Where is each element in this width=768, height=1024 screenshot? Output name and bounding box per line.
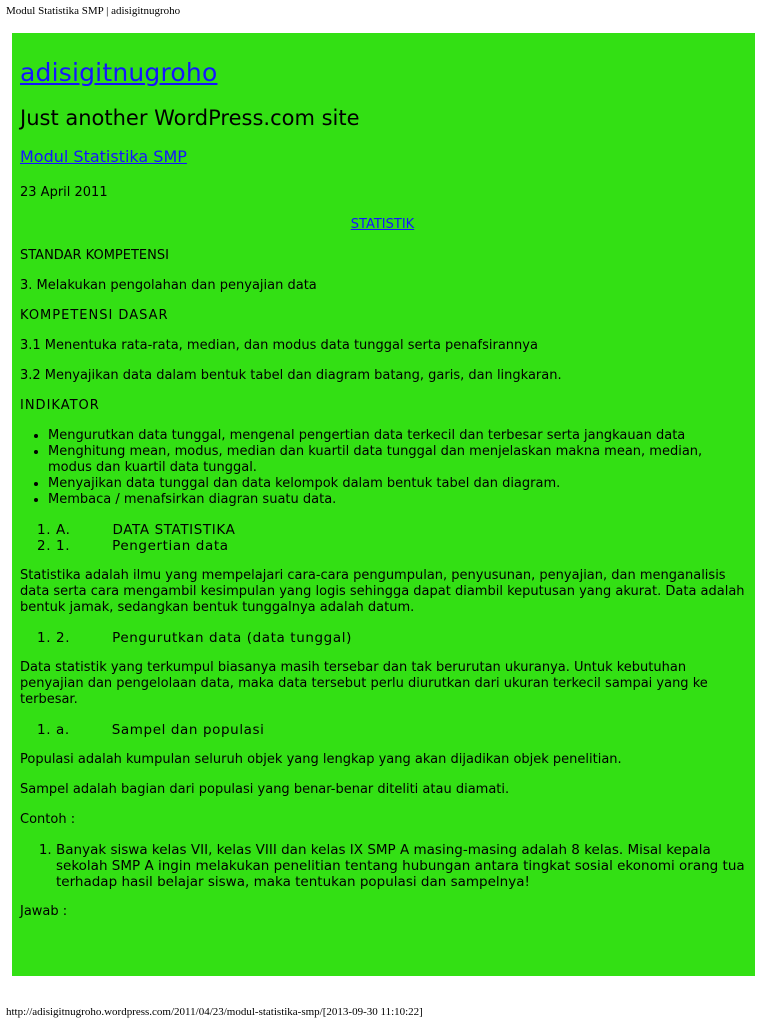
sk-heading: STANDAR KOMPETENSI <box>20 248 169 263</box>
site-description: Just another WordPress.com site <box>20 106 360 130</box>
post-title <box>20 146 745 168</box>
section-title: Pengertian data <box>112 538 229 554</box>
kd-item: 3.1 Menentuka rata-rata, median, dan modus data tunggal serta penafsirannya <box>20 338 538 353</box>
list-item: • Mengurutkan data tunggal, mengenal pengertian data terkecil dan terbesar serta jangkauan data <box>48 428 745 444</box>
section-title: Pengurutkan data (data tunggal) <box>112 630 352 646</box>
section-label: 2. <box>56 630 71 646</box>
section-label: A. <box>56 522 71 538</box>
section-label: a. <box>56 722 70 738</box>
print-footer-url: http://adisigitnugroho.wordpress.com/2011/04/23/modul-statistika-smp/[2013-09-30 11:10:22] <box>6 1006 423 1018</box>
paragraph-populasi: Populasi adalah kumpulan seluruh objek yang lengkap yang akan dijadikan objek penelitian. <box>20 752 622 767</box>
statistik-link[interactable]: STATISTIK <box>350 217 415 232</box>
paragraph-data: Data statistik yang terkumpul biasanya masih tersebar dan tak berurutan ukuranya. Untuk kebutuhan penyajian dan pengelolaan data, maka data tersebut perlu diurutkan dari ukuran terkecil sampai yang ke terbesar. <box>20 660 708 707</box>
statistik-heading <box>20 216 745 234</box>
list-item <box>56 538 745 554</box>
indikator-list <box>20 428 745 508</box>
list-item: • Menghitung mean, modus, median dan kuartil data tunggal dan menjelaskan makna mean, median, modus dan kuartil data tunggal. <box>48 444 745 476</box>
section-list <box>20 630 745 646</box>
kd-item: 3.2 Menyajikan data dalam bentuk tabel dan diagram batang, garis, dan lingkaran. <box>20 368 562 383</box>
list-item <box>56 722 745 738</box>
section-title: Sampel dan populasi <box>111 722 265 738</box>
list-item <box>56 522 745 538</box>
list-item <box>56 630 745 646</box>
sk-item: 3. Melakukan pengolahan dan penyajian data <box>20 278 317 293</box>
post-date: 23 April 2011 <box>20 185 108 200</box>
section-label: 1. <box>56 538 71 554</box>
kd-heading: KOMPETENSI DASAR <box>20 308 169 323</box>
section-title: DATA STATISTIKA <box>112 522 236 538</box>
print-header: Modul Statistika SMP | adisigitnugroho <box>6 5 181 17</box>
paragraph-sampel: Sampel adalah bagian dari populasi yang benar-benar diteliti atau diamati. <box>20 782 510 797</box>
indikator-heading: INDIKATOR <box>20 398 100 413</box>
post-title-link[interactable]: Modul Statistika SMP <box>20 147 187 166</box>
contoh-list <box>20 842 745 890</box>
page-content <box>12 33 755 976</box>
jawab-label: Jawab : <box>20 904 68 919</box>
paragraph-statistika: Statistika adalah ilmu yang mempelajari cara-cara pengumpulan, penyusunan, penyajian, dan menganalisis data serta cara mengambil kesimpulan yang logis sehingga dapat diambil keputusan yang akurat. Data adalah bentuk jamak, sedangkan bentuk tunggalnya adalah datum. <box>20 568 745 615</box>
list-item: • Membaca / menafsirkan diagran suatu data. <box>48 492 745 508</box>
contoh-label: Contoh : <box>20 812 76 827</box>
list-item: • Menyajikan data tunggal dan data kelompok dalam bentuk tabel dan diagram. <box>48 476 745 492</box>
section-list <box>20 522 745 554</box>
site-title <box>20 56 745 90</box>
section-list <box>20 722 745 738</box>
site-title-link[interactable]: adisigitnugroho <box>20 58 218 87</box>
list-item: 1. Banyak siswa kelas VII, kelas VIII dan kelas IX SMP A masing-masing adalah 8 kelas. Misal kepala sekolah SMP A ingin melakukan penelitian tentang hubungan antara tingkat sosial ekonomi orang tua terhadap hasil belajar siswa, maka tentukan populasi dan sampelnya! <box>56 842 745 890</box>
